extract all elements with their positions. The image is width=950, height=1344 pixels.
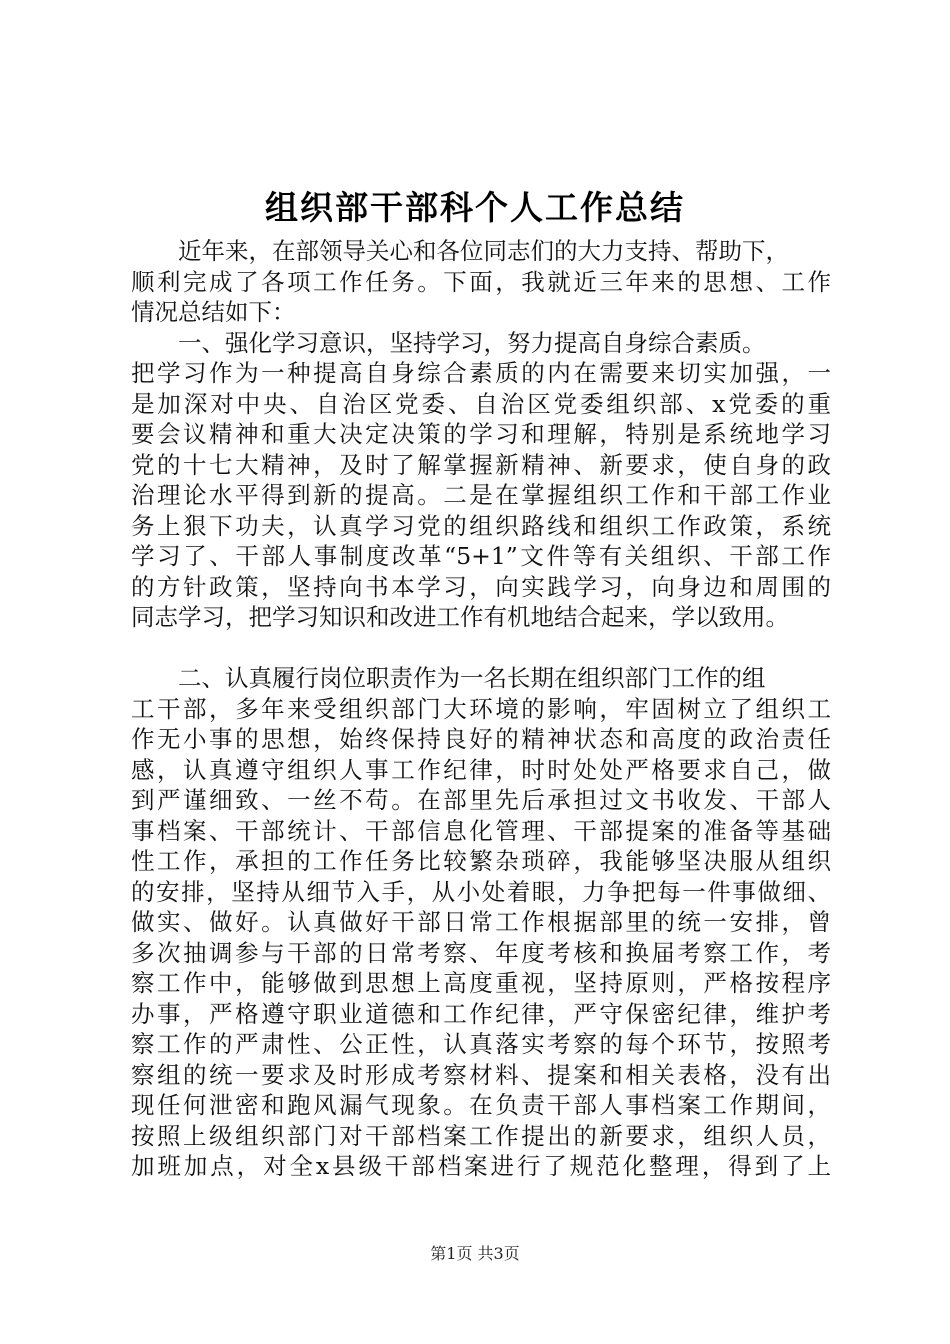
text-line: 察组的统一要求及时形成考察材料、提案和相关表格，没有出 bbox=[131, 1060, 831, 1089]
text-line: 学习了、干部人事制度改革“5+1”文件等有关组织、干部工作 bbox=[131, 542, 831, 570]
text-line: 是加深对中央、自治区党委、自治区党委组织部、x党委的重 bbox=[131, 389, 831, 418]
text-line: 察工作的严肃性、公正性，认真落实考察的每个环节，按照考 bbox=[131, 1030, 831, 1058]
paragraph-gap bbox=[131, 633, 831, 664]
text-line: 作无小事的思想，始终保持良好的精神状态和高度的政治责任 bbox=[131, 725, 831, 753]
text-line: 近年来，在部领导关心和各位同志们的大力支持、帮助下， bbox=[131, 237, 789, 265]
text-line: 多次抽调参与干部的日常考察、年度考核和换届考察工作，考 bbox=[131, 938, 831, 967]
text-line: 同志学习，把学习知识和改进工作有机地结合起来，学以致用。 bbox=[131, 603, 789, 631]
text-line: 党的十七大精神，及时了解掌握新精神、新要求，使自身的政 bbox=[131, 450, 831, 479]
page-number-footer: 第1页 共3页 bbox=[430, 1244, 520, 1263]
text-line: 的方针政策，坚持向书本学习，向实践学习，向身边和周围的 bbox=[131, 572, 831, 601]
document-body bbox=[131, 236, 831, 1182]
text-line: 按照上级组织部门对干部档案工作提出的新要求，组织人员， bbox=[131, 1121, 831, 1150]
text-line: 加班加点，对全x县级干部档案进行了规范化整理，得到了上 bbox=[131, 1152, 831, 1180]
text-line: 把学习作为一种提高自身综合素质的内在需要来切实加强，一 bbox=[131, 359, 831, 387]
text-line: 办事，严格遵守职业道德和工作纪律，严守保密纪律，维护考 bbox=[131, 999, 831, 1028]
text-line: 要会议精神和重大决定决策的学习和理解，特别是系统地学习 bbox=[131, 420, 831, 448]
text-line: 事档案、干部统计、干部信息化管理、干部提案的准备等基础 bbox=[131, 816, 831, 845]
text-line: 性工作，承担的工作任务比较繁杂琐碎，我能够坚决服从组织 bbox=[131, 847, 831, 875]
text-line: 情况总结如下： bbox=[131, 298, 296, 326]
text-line: 务上狠下功夫，认真学习党的组织路线和组织工作政策，系统 bbox=[131, 511, 831, 540]
text-line: 察工作中，能够做到思想上高度重视，坚持原则，严格按程序 bbox=[131, 969, 831, 997]
text-line: 做实、做好。认真做好干部日常工作根据部里的统一安排，曾 bbox=[131, 908, 831, 936]
text-line: 现任何泄密和跑风漏气现象。在负责干部人事档案工作期间， bbox=[131, 1091, 831, 1119]
text-line: 感，认真遵守组织人事工作纪律，时时处处严格要求自己，做 bbox=[131, 755, 831, 784]
text-line: 顺利完成了各项工作任务。下面，我就近三年来的思想、工作 bbox=[131, 267, 831, 296]
text-line: 的安排，坚持从细节入手，从小处着眼，力争把每一件事做细、 bbox=[131, 877, 831, 906]
text-line: 二、认真履行岗位职责作为一名长期在组织部门工作的组 bbox=[131, 664, 766, 692]
text-line: 治理论水平得到新的提高。二是在掌握组织工作和干部工作业 bbox=[131, 481, 831, 509]
text-line: 工干部，多年来受组织部门大环境的影响，牢固树立了组织工 bbox=[131, 694, 831, 723]
document-title: 组织部干部科个人工作总结 bbox=[265, 188, 685, 227]
text-line: 一、强化学习意识，坚持学习，努力提高自身综合素质。 bbox=[131, 328, 766, 357]
text-line: 到严谨细致、一丝不苟。在部里先后承担过文书收发、干部人 bbox=[131, 786, 831, 814]
